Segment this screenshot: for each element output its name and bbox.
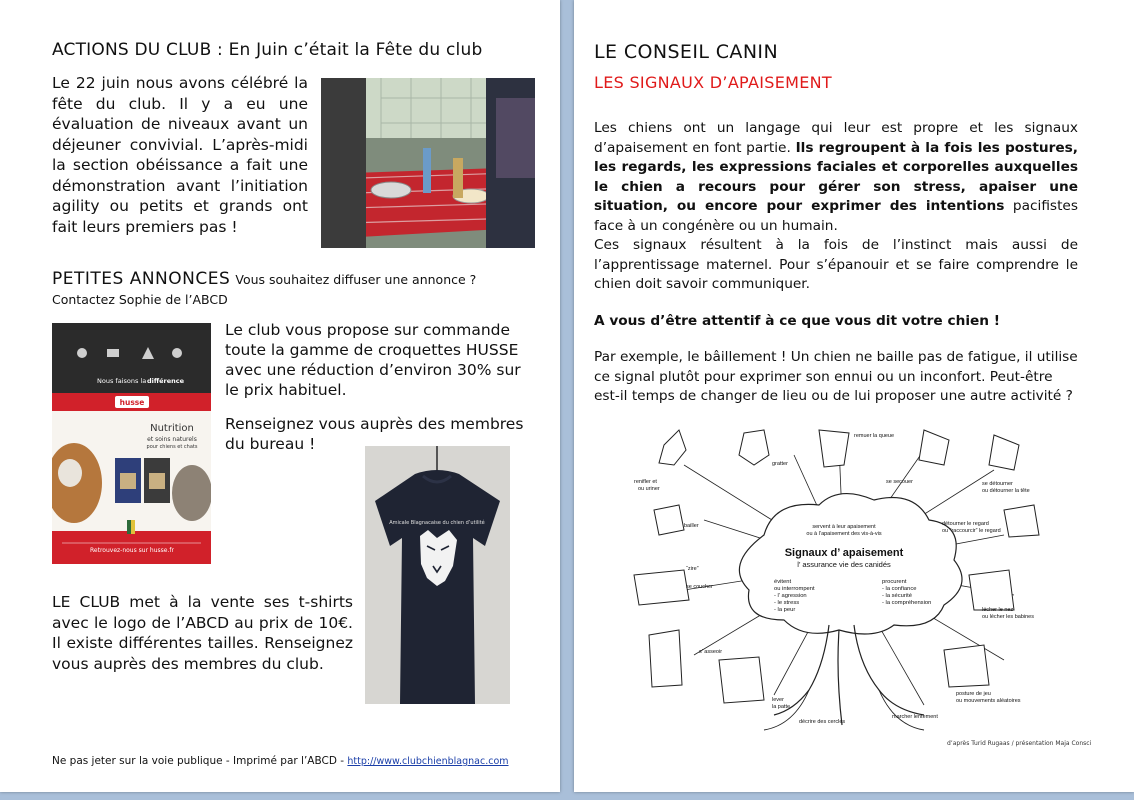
- dog-paw-icon: [719, 657, 764, 703]
- label-detourner1: se détourner: [982, 481, 1013, 487]
- left-col-3: - le stress: [774, 600, 800, 606]
- husse-product-line3: pour chiens et chats: [146, 444, 198, 450]
- club-party-photo: [321, 78, 535, 248]
- husse-advert: [52, 323, 211, 564]
- husse-slogan-em: différence: [147, 377, 185, 385]
- label-detourner2: ou détourner la tête: [982, 488, 1030, 494]
- label-uriner: ou uriner: [638, 486, 660, 492]
- dog-yawning-icon: [654, 505, 684, 535]
- diagram-credit: d’après Turid Rugaas / présentation Maja Consci: [947, 740, 1092, 747]
- paragraph-definition: [594, 119, 1078, 236]
- left-col-0: évitent: [774, 579, 792, 585]
- label-patte1: lever: [772, 697, 784, 703]
- label-patte2: la patte: [772, 704, 791, 710]
- label-bailler: bailler: [684, 523, 699, 529]
- right-col-2: - la sécurité: [882, 593, 912, 599]
- left-page: [0, 0, 560, 792]
- center-top-text: servent à leur apaisement: [812, 524, 876, 530]
- annonces-contact: Contactez Sophie de l’ABCD: [52, 292, 228, 307]
- tshirt-sale-text: LE CLUB met à la vente ses t-shirts avec le logo de l’ABCD au prix de 10€. Il existe différentes tailles. Renseignez vous auprès des membres du club.: [52, 593, 353, 673]
- label-nez2: ou lécher les babines: [982, 614, 1034, 620]
- left-col-1: ou interrompent: [774, 586, 815, 592]
- label-nez1: lécher le nez: [982, 607, 1014, 613]
- husse-site: Retrouvez-nous sur husse.fr: [90, 547, 174, 554]
- dog-shaking-icon: [919, 430, 949, 465]
- annonces-heading: [52, 269, 542, 289]
- label-regard1: détourner le regard: [942, 521, 989, 527]
- dog-play-icon: [944, 645, 989, 687]
- page-title: ACTIONS DU CLUB : En Juin c’était la Fête du club: [52, 40, 483, 60]
- conseil-title: LE CONSEIL CANIN: [594, 41, 779, 63]
- paragraph-example: Par exemple, le bâillement ! Un chien ne baille pas de fatigue, il utilise ce signal plutôt pour exprimer son ennui ou un inconfort. Peut-être est-il temps de changer de lieu ou de lui proposer une autre activité ?: [594, 349, 1078, 404]
- dog-lying-icon: [634, 570, 689, 605]
- label-regard2: ou “raccourcir” le regard: [942, 528, 1001, 534]
- husse-product-line1: Nutrition: [150, 423, 194, 434]
- label-jeu2: ou mouvements aléatoires: [956, 698, 1021, 704]
- dog-sitting-icon: [649, 630, 682, 687]
- paragraph-origin: Ces signaux résultent à la fois de l’instinct mais aussi de l’apprentissage maternel. Pour s’épanouir et se faire comprendre le chien doit savoir communiquer.: [594, 237, 1078, 292]
- label-coucher: se coucher: [686, 584, 713, 590]
- left-col-4: - la peur: [774, 607, 796, 613]
- paragraph-attention: A vous d’être attentif à ce que vous dit votre chien !: [594, 313, 1001, 329]
- tshirt-photo: [365, 446, 510, 704]
- footer-text: Ne pas jeter sur la voie publique - Imprimé par l’ABCD -: [52, 755, 345, 767]
- label-remuer: remuer la queue: [854, 433, 895, 439]
- dog-scratching-icon: [739, 430, 769, 465]
- paragraph-definition-bold: Ils regroupent à la fois les postures, les regards, les expressions faciales et corporelles auxquelles le chien a recours pour gérer son stress, apaiser une situation, ou encore pour exprimer des intentions: [594, 139, 1078, 214]
- annonces-tagline: Vous souhaitez diffuser une annonce ?: [235, 272, 477, 287]
- annonces-title: PETITES ANNONCES: [52, 269, 231, 289]
- right-col-0: procurent: [882, 579, 907, 585]
- club-website-link[interactable]: http://www.clubchienblagnac.com: [347, 756, 509, 767]
- dog-turn-head-icon: [989, 435, 1019, 470]
- dog-tail-icon: [819, 430, 849, 467]
- right-col-3: - la compréhension: [882, 600, 932, 606]
- diagram-center-subtitle: l’ assurance vie des canidés: [797, 560, 891, 569]
- paragraph-definition-tail: pacifistes face à un congénère ou un humain.: [594, 198, 1078, 234]
- page-footer: [52, 755, 542, 767]
- right-col-1: - la confiance: [882, 586, 917, 592]
- conseil-subtitle: LES SIGNAUX D’APAISEMENT: [594, 73, 832, 92]
- label-gratter: gratter: [772, 461, 788, 467]
- tshirt-print-text: Amicale Blagnacaise du chien d’utilité: [389, 520, 485, 526]
- label-asseoir: s’ asseoir: [699, 649, 723, 655]
- calming-signals-diagram: [624, 425, 1064, 747]
- husse-brand: husse: [119, 398, 145, 407]
- left-col-2: - l’ agression: [774, 593, 807, 599]
- label-secouer: se secouer: [886, 479, 913, 485]
- dog-look-away-icon: [1004, 505, 1039, 537]
- label-jeu1: posture de jeu: [956, 691, 991, 697]
- right-page: [574, 0, 1134, 792]
- label-renifler: renifler et: [634, 479, 657, 485]
- label-zire: “zire”: [686, 566, 699, 572]
- intro-paragraph: Le 22 juin nous avons célébré la fête du club. Il y a eu une évaluation de niveaux avant un déjeuner convivial. L’après-midi la section obéissance a fait une démonstration avant l’initiation agility ou petits et grands ont fait leurs premiers pas !: [52, 74, 308, 236]
- dog-sniffing-icon: [659, 430, 686, 465]
- husse-slogan: Nous faisons la: [97, 377, 147, 385]
- center-top2-text: ou à l’apaisement des vis-à-vis: [806, 531, 882, 537]
- husse-offer-text: Le club vous propose sur commande toute la gamme de croquettes HUSSE avec une réduction d’environ 30% sur le prix habituel.: [225, 321, 521, 399]
- label-marcher: marcher lentement: [892, 714, 938, 720]
- diagram-center-title: Signaux d’ apaisement: [784, 547, 904, 559]
- husse-product-line2: et soins naturels: [147, 436, 197, 443]
- husse-info-text: Renseignez vous auprès des membres du bureau !: [225, 415, 524, 453]
- paragraph-definition-plain: Les chiens ont un langage qui leur est propre et les signaux d’apaisement en font partie.: [594, 120, 1078, 156]
- dog-lick-nose-icon: [969, 570, 1014, 610]
- label-cercles: décrire des cercles: [799, 719, 846, 725]
